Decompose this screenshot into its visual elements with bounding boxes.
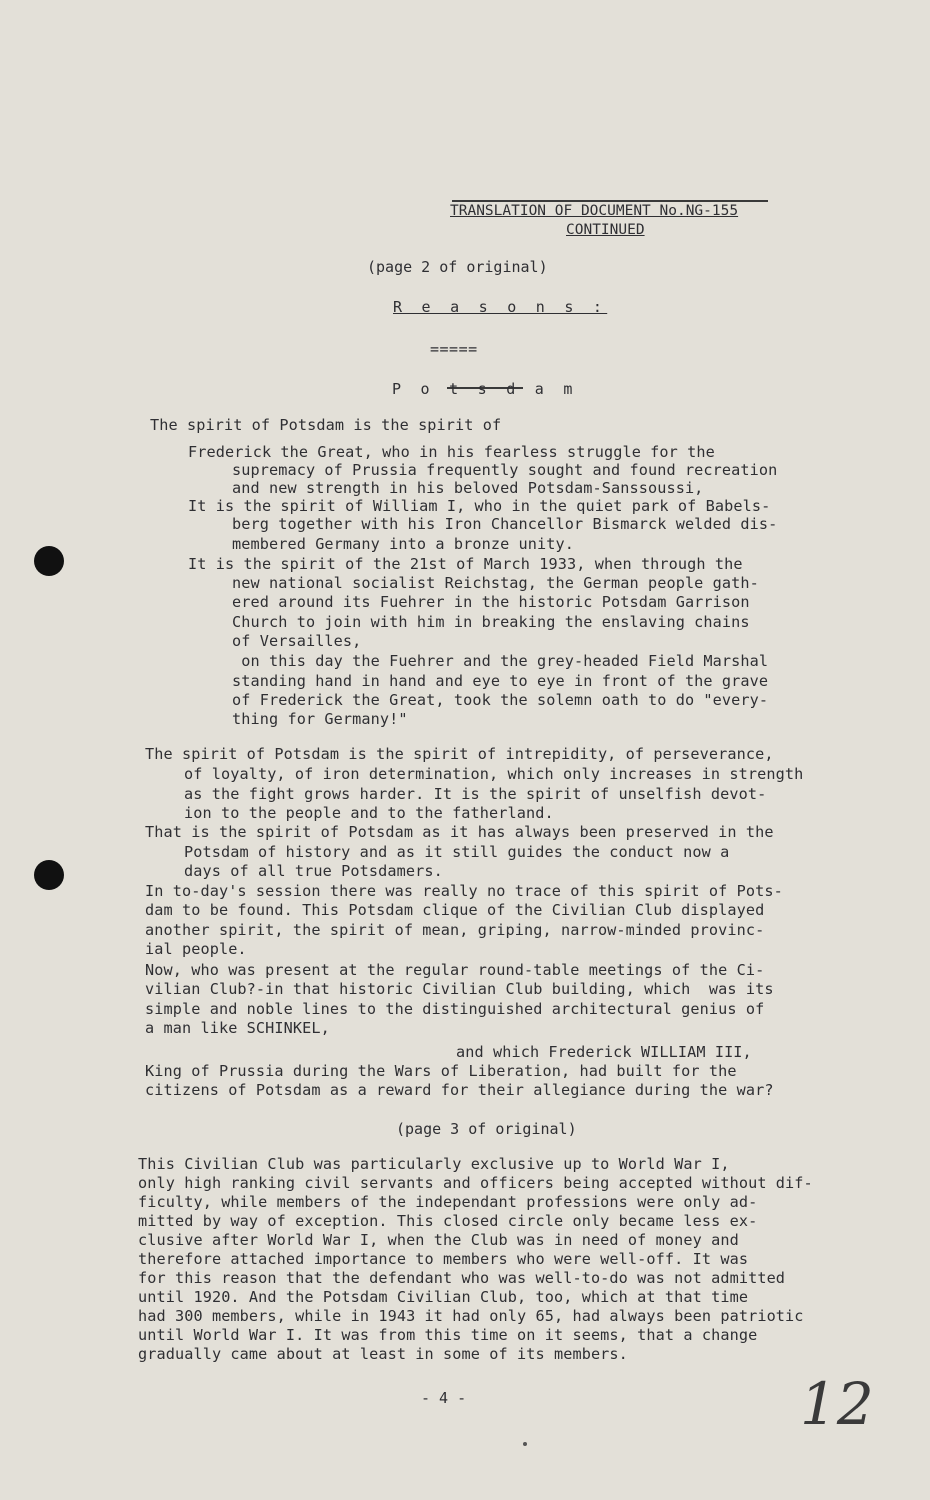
- body-line: therefore attached importance to members who were well-off. It was: [138, 1250, 749, 1268]
- body-line: ered around its Fuehrer in the historic Potsdam Garrison: [232, 593, 750, 611]
- body-line: as the fight grows harder. It is the spirit of unselfish devot-: [184, 785, 767, 803]
- body-line: The spirit of Potsdam is the spirit of intrepidity, of perseverance,: [145, 745, 774, 763]
- page-reference-2: (page 3 of original): [396, 1120, 577, 1138]
- body-line: Now, who was present at the regular round-table meetings of the Ci-: [145, 961, 765, 979]
- body-line: of Versailles,: [232, 632, 362, 650]
- body-line: clusive after World War I, when the Club was in need of money and: [138, 1231, 739, 1249]
- body-line: citizens of Potsdam as a reward for their allegiance during the war?: [145, 1081, 774, 1099]
- body-line: ial people.: [145, 940, 247, 958]
- body-line: for this reason that the defendant who was well-to-do was not admitted: [138, 1269, 786, 1287]
- body-line: gradually came about at least in some of its members.: [138, 1345, 628, 1363]
- body-line: It is the spirit of the 21st of March 1933, when through the: [188, 555, 743, 573]
- page-number: - 4 -: [421, 1389, 467, 1407]
- punch-hole: [34, 546, 64, 576]
- body-line: thing for Germany!": [232, 710, 408, 728]
- body-line: standing hand in hand and eye to eye in front of the grave: [232, 672, 769, 690]
- body-line: on this day the Fuehrer and the grey-headed Field Marshal: [232, 652, 769, 670]
- body-line: Church to join with him in breaking the enslaving chains: [232, 613, 750, 631]
- body-line: In to-day's session there was really no trace of this spirit of Pots-: [145, 882, 783, 900]
- body-line: ion to the people and to the fatherland.: [184, 804, 554, 822]
- header-continued: CONTINUED: [566, 222, 645, 238]
- section-title: R e a s o n s :: [393, 298, 608, 316]
- equals-rule: =====: [430, 340, 478, 358]
- body-line: The spirit of Potsdam is the spirit of: [150, 416, 502, 434]
- body-line: It is the spirit of William I, who in the quiet park of Babels-: [188, 497, 771, 515]
- body-line: another spirit, the spirit of mean, griping, narrow-minded provinc-: [145, 921, 765, 939]
- body-line: dam to be found. This Potsdam clique of the Civilian Club displayed: [145, 901, 765, 919]
- subtitle: P o t s d a m: [392, 380, 578, 398]
- body-line: Potsdam of history and as it still guides the conduct now a: [184, 843, 730, 861]
- handwritten-number: 12: [800, 1370, 874, 1438]
- body-line: of loyalty, of iron determination, which only increases in strength: [184, 765, 804, 783]
- page-reference: (page 2 of original): [367, 258, 548, 276]
- body-line: of Frederick the Great, took the solemn oath to do "every-: [232, 691, 769, 709]
- body-line: days of all true Potsdamers.: [184, 862, 443, 880]
- ink-dot: [523, 1442, 527, 1446]
- body-line: membered Germany into a bronze unity.: [232, 535, 575, 553]
- body-line: King of Prussia during the Wars of Liberation, had built for the: [145, 1062, 737, 1080]
- body-line: berg together with his Iron Chancellor Bismarck welded dis-: [232, 515, 778, 533]
- body-line: had 300 members, while in 1943 it had only 65, had always been patriotic: [138, 1307, 804, 1325]
- body-line: simple and noble lines to the distinguished architectural genius of: [145, 1000, 765, 1018]
- punch-hole: [34, 860, 64, 890]
- body-line: and which Frederick WILLIAM III,: [456, 1043, 752, 1061]
- body-line: until 1920. And the Potsdam Civilian Club, too, which at that time: [138, 1288, 749, 1306]
- body-line: supremacy of Prussia frequently sought and found recreation: [232, 461, 778, 479]
- body-line: until World War I. It was from this time on it seems, that a change: [138, 1326, 758, 1344]
- body-line: vilian Club?-in that historic Civilian Club building, which was its: [145, 980, 774, 998]
- body-line: This Civilian Club was particularly exclusive up to World War I,: [138, 1155, 730, 1173]
- header-rule: [452, 200, 768, 202]
- body-line: mitted by way of exception. This closed circle only became less ex-: [138, 1212, 758, 1230]
- body-line: new national socialist Reichstag, the German people gath-: [232, 574, 759, 592]
- body-line: ficulty, while members of the independant professions were only ad-: [138, 1193, 758, 1211]
- body-line: That is the spirit of Potsdam as it has always been preserved in the: [145, 823, 774, 841]
- body-line: a man like SCHINKEL,: [145, 1019, 330, 1037]
- header-title: TRANSLATION OF DOCUMENT No.NG-155: [450, 203, 739, 219]
- body-line: and new strength in his beloved Potsdam-Sanssoussi,: [232, 479, 704, 497]
- body-line: Frederick the Great, who in his fearless struggle for the: [188, 443, 715, 461]
- body-line: only high ranking civil servants and officers being accepted without dif-: [138, 1174, 813, 1192]
